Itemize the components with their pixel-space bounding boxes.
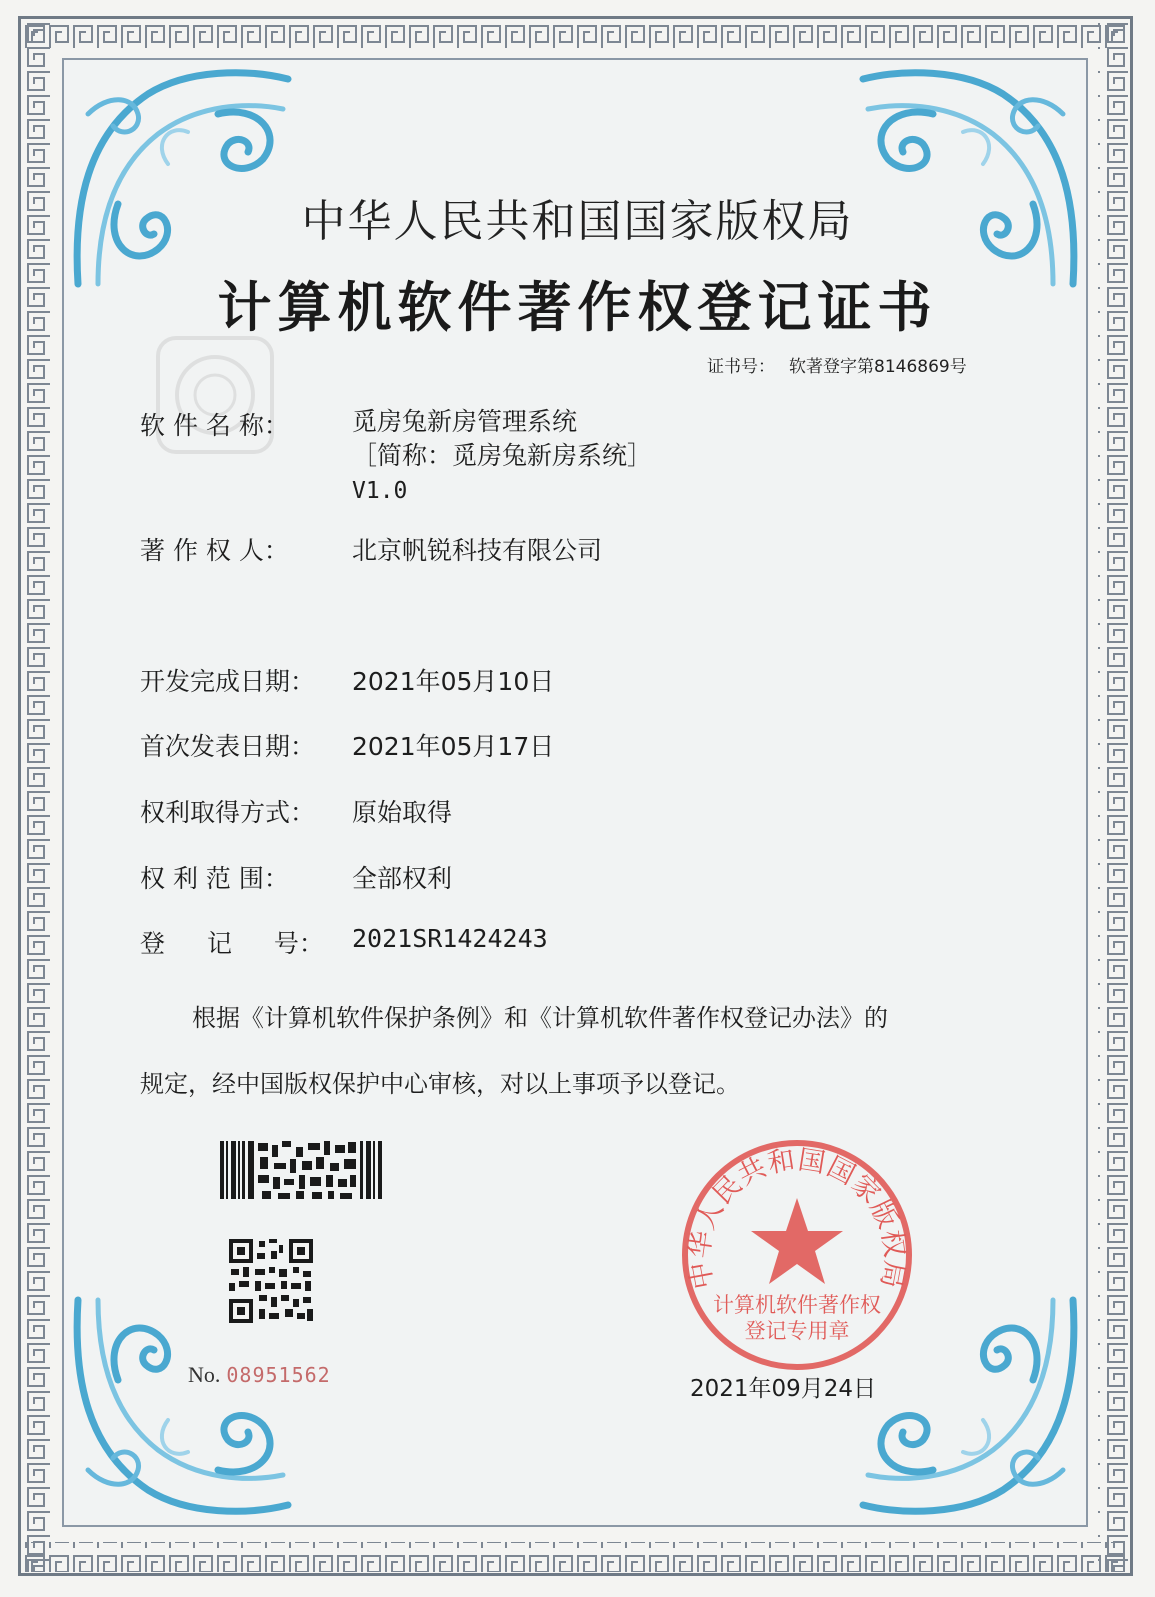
field-development-date <box>140 662 555 698</box>
software-full-name: 觅房兔新房管理系统 <box>352 407 578 436</box>
field-label-development-date: 开发完成日期： <box>140 667 316 696</box>
field-publication-date <box>140 727 555 763</box>
field-label-rights-scope: 权 利 范 围： <box>140 864 289 893</box>
certificate-number-value: 软著登字第8146869号 <box>789 357 967 377</box>
svg-text:计算机软件著作权: 计算机软件著作权 <box>713 1293 881 1317</box>
barcode <box>220 1141 385 1199</box>
serial-value: 08951562 <box>226 1363 331 1387</box>
field-rights-scope <box>140 859 453 895</box>
certificate-number <box>707 352 967 377</box>
field-acquisition-method <box>140 793 453 829</box>
field-value-publication-date: 2021年05月17日 <box>352 732 555 761</box>
field-value-acquisition-method: 原始取得 <box>352 798 453 827</box>
statement-line-1: 根据《计算机软件保护条例》和《计算机软件著作权登记办法》的 <box>192 1004 888 1032</box>
software-version: V1.0 <box>352 478 408 504</box>
certificate-number-label: 证书号： <box>707 357 775 377</box>
official-seal <box>672 1130 922 1380</box>
registration-statement <box>140 985 1020 1117</box>
field-value-rights-scope: 全部权利 <box>352 864 453 893</box>
certificate-title: 计算机软件著作权登记证书 <box>217 276 938 339</box>
field-copyright-owner <box>140 531 603 567</box>
field-value-development-date: 2021年05月10日 <box>352 667 555 696</box>
svg-text:中华人民共和国国家版权局: 中华人民共和国国家版权局 <box>684 1144 910 1292</box>
field-label-software-name: 软 件 名 称： <box>140 411 289 440</box>
statement-line-2: 规定，经中国版权保护中心审核，对以上事项予以登记。 <box>140 1070 740 1098</box>
qr-code <box>229 1239 313 1323</box>
serial-number <box>188 1362 331 1388</box>
field-value-copyright-owner: 北京帆锐科技有限公司 <box>352 536 603 565</box>
field-label-registration-number: 登 记 号： <box>140 929 324 958</box>
issuing-authority: 中华人民共和国国家版权局 <box>301 196 854 247</box>
field-label-copyright-owner: 著 作 权 人： <box>140 536 289 565</box>
issue-date: 2021年09月24日 <box>690 1376 877 1402</box>
field-value-software-name <box>352 405 652 508</box>
svg-text:登记专用章: 登记专用章 <box>744 1319 850 1343</box>
field-label-acquisition-method: 权利取得方式： <box>140 798 316 827</box>
field-registration-number <box>140 924 548 960</box>
serial-prefix: No. <box>188 1362 221 1387</box>
software-short-name: ［简称：觅房兔新房系统］ <box>352 441 653 470</box>
field-software-name <box>140 406 653 504</box>
field-value-registration-number: 2021SR1424243 <box>352 924 548 953</box>
field-label-publication-date: 首次发表日期： <box>140 732 316 761</box>
